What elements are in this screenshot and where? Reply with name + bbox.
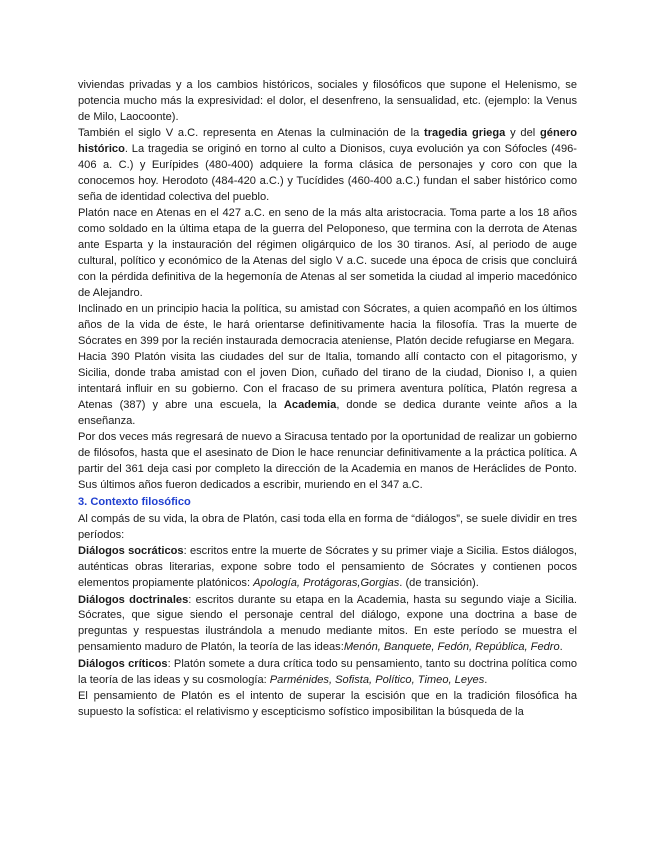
paragraph-platon-nace	[78, 206, 577, 301]
dialogue-label: Diálogos críticos	[78, 657, 168, 670]
paragraph-text: : Platón somete a dura crítica todo su pensamiento, tanto su doctrina política como la teoría de las ideas y su cosmología:	[78, 657, 577, 686]
bold-term-tragedia: tragedia griega	[424, 127, 506, 140]
paragraph-text: El pensamiento de Platón es el intento de superar la escisión que en la tradición filosófica ha supuesto la sofística: el relativismo y escepticismo sofístico imposibilitan la búsqueda de la	[78, 689, 577, 718]
paragraph-text: Al compás de su vida, la obra de Platón, casi toda ella en forma de “diálogos”, se suele dividir en tres períodos:	[78, 512, 577, 541]
paragraph-text: viviendas privadas y a los cambios históricos, sociales y filosóficos que supone el Helenismo, se potencia mucho más la expresividad: el dolor, el desenfreno, la sensualidad, etc. (ejemplo: la Venus de Milo, Laocoonte).	[78, 79, 577, 123]
paragraph-text: Por dos veces más regresará de nuevo a Siracusa tentado por la oportunidad de realizar un gobierno de filósofos, hasta que el asesinato de Dion le hace renunciar definitivamente a la práctica política. A partir del 361 deja casi por completo la dirección de la Academia en manos de Heráclides de Ponto. Sus últimos años fueron dedicados a escribir, muriendo en el 347 a.C.	[78, 431, 577, 492]
paragraph-text: . La tragedia se originó en torno al culto a Dionisos, cuya evolución ya con Sófocles (496-406 a. C.) y Eurípides (480-400) adquiere la forma clásica de personajes y coro con que la conocemos hoy. Herodoto (484-420 a.C.) y Tucídides (460-400 a.C.) fundan el saber histórico como seña de identidad colectiva del pueblo.	[78, 143, 577, 203]
paragraph-dialogos-criticos	[78, 657, 577, 689]
dialogue-works: Apología, Protágoras,Gorgias	[253, 577, 400, 590]
paragraph-text: : escritos entre la muerte de Sócrates y su primer viaje a Sicilia. Estos diálogos, auténticas obras literarias, expone sobre todo el pensamiento de Sócrates y contienen pocos elementos propiamente platónicos:	[78, 545, 577, 590]
paragraph-socrates	[78, 302, 577, 350]
paragraph-text: .	[559, 641, 563, 654]
paragraph-text: Hacia 390 Platón visita las ciudades del sur de Italia, tomando allí contacto con el pitagorismo, y Sicilia, donde traba amistad con el joven Dion, cuñado del tirano de la ciudad, Dioniso I, a quien intentará influir en su gobierno. Con el fracaso de su primera aventura política, Platón regresa a Atenas (387) y abre una escuela, la	[78, 351, 577, 412]
paragraph-text: Inclinado en un principio hacia la política, su amistad con Sócrates, a quien acompañó en los últimos años de la vida de éste, le hará orientarse definitivamente hacia la filosofía. Tras la muerte de Sócrates en 399 por la recién instaurada democracia ateniense, Platón decide refugiarse en Megara.	[78, 303, 577, 347]
paragraph-siracusa	[78, 430, 577, 494]
dialogue-label: Diálogos socráticos	[78, 545, 184, 558]
dialogue-label: Diálogos doctrinales	[78, 593, 189, 606]
paragraph-tragedia	[78, 126, 577, 206]
paragraph-text: .	[484, 673, 488, 686]
paragraph-text: . (de transición).	[399, 577, 479, 590]
paragraph-text: y del	[505, 127, 540, 140]
dialogue-works: Parménides, Sofista, Político, Timeo, Leyes	[269, 673, 485, 686]
section-heading: 3. Contexto filosófico	[78, 496, 191, 509]
bold-term-academia: Academia	[283, 399, 337, 412]
paragraph-academia	[78, 350, 577, 430]
dialogue-works: Menón, Banquete, Fedón, República, Fedro	[343, 641, 560, 654]
paragraph-text: Platón nace en Atenas en el 427 a.C. en seno de la más alta aristocracia. Toma parte a los 18 años como soldado en la última etapa de la guerra del Peloponeso, que termina con la derrota de Atenas ante Esparta y la instauración del régimen oligárquico de los 30 tiranos. Así, al periodo de auge cultural, político y económico de la Atenas del siglo V a.C. sucede una época de crisis que concluirá con la pérdida definitiva de la hegemonía de Atenas al ser sometida la ciudad al imperio macedónico de Alejandro.	[78, 207, 577, 299]
text-column	[78, 78, 577, 721]
paragraph-text: También el siglo V a.C. representa en Atenas la culminación de la	[78, 127, 425, 140]
paragraph-helenismo	[78, 78, 577, 126]
paragraph-intro	[78, 512, 577, 544]
bold-term-genero: género histórico	[78, 127, 577, 156]
paragraph-dialogos-doctrinales	[78, 593, 577, 657]
paragraph-text: : escritos durante su etapa en la Academia, hasta su segundo viaje a Sicilia. Sócrates, que sigue siendo el personaje central del diálogo, expone una doctrina a base de preguntas y respuestas ilustrándola a menudo mediante mitos. En este período se muestra el pensamiento maduro de Platón, la teoría de las ideas:	[78, 593, 577, 654]
paragraph-dialogos-socraticos	[78, 544, 577, 592]
paragraph-final	[78, 689, 577, 721]
paragraph-text: , donde se dedica durante veinte años a la enseñanza.	[78, 399, 577, 428]
